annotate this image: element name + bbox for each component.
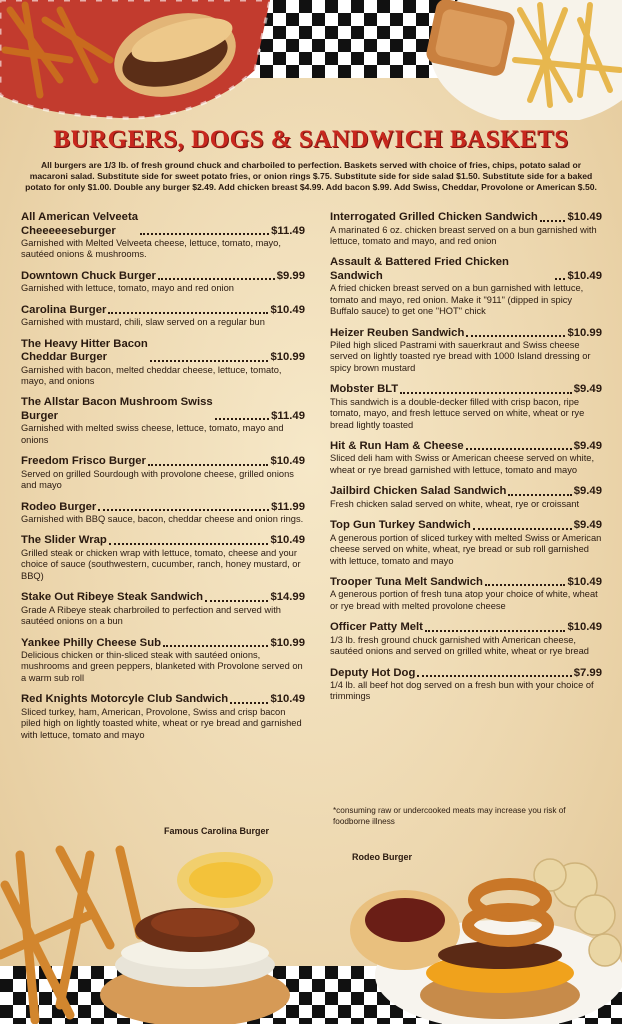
menu-item-price: $9.49	[573, 519, 602, 532]
leader-dots	[400, 392, 572, 394]
menu-item-price: $9.99	[276, 269, 305, 282]
menu-item-name: Freedom Frisco Burger	[21, 455, 146, 468]
menu-item	[21, 455, 305, 491]
menu-item	[21, 396, 305, 446]
leader-dots	[150, 360, 269, 362]
leader-dots	[425, 630, 566, 632]
leader-dots	[163, 645, 268, 647]
leader-dots	[215, 418, 269, 420]
bottom-left-photo	[0, 845, 300, 1024]
menu-item-name: The Slider Wrap	[21, 534, 107, 547]
menu-item-name: Officer Patty Melt	[330, 621, 423, 634]
menu-item	[21, 270, 305, 295]
menu-item-price: $11.49	[271, 409, 305, 422]
menu-item-description: Grade A Ribeye steak charbroiled to perfection and served with sautéed onions on a bun	[21, 604, 281, 627]
menu-item-description: 1/3 lb. fresh ground chuck garnished with American cheese, sautéed onions and served on grilled white, wheat or rye bread	[330, 634, 589, 657]
leader-dots	[230, 702, 268, 704]
menu-item	[21, 304, 305, 329]
leader-dots	[108, 312, 268, 314]
menu-item-price: $11.99	[271, 500, 305, 513]
menu-item-description: Garnished with melted swiss cheese, lettuce, tomato, mayo and onions	[21, 423, 284, 445]
leader-dots	[473, 528, 572, 530]
menu-item	[21, 591, 305, 627]
menu-item-price: $10.99	[270, 636, 305, 649]
leader-dots	[148, 464, 269, 466]
menu-item-description: Garnished with lettuce, tomato, mayo and red onion	[21, 283, 234, 294]
menu-item	[21, 637, 305, 685]
menu-item-price: $10.49	[270, 455, 305, 468]
menu-item-description: Garnished with mustard, chili, slaw served on a regular bun	[21, 317, 265, 328]
menu-item-price: $10.49	[567, 621, 602, 634]
menu-item-price: $10.49	[567, 211, 602, 223]
leader-dots	[466, 448, 572, 450]
menu-item-name: All American Velveeta Cheeeeeseburger	[21, 211, 139, 237]
menu-item	[330, 256, 602, 317]
menu-item	[330, 327, 602, 375]
menu-item-name: Hit & Run Ham & Cheese	[330, 439, 464, 452]
menu-item-description: A generous portion of sliced turkey with melted Swiss or American cheese served on white, wheat, rye bread or sub roll garnished with lettuce, tomato and mayo	[330, 532, 602, 566]
menu-item-price: $10.99	[567, 326, 602, 339]
leader-dots	[540, 220, 566, 222]
menu-item-name: Deputy Hot Dog	[330, 666, 416, 679]
left-menu-column	[21, 211, 305, 750]
menu-item-description: A generous portion of fresh tuna atop your choice of white, wheat or rye bread with melted provolone cheese	[330, 589, 598, 611]
leader-dots	[98, 509, 269, 511]
menu-item	[21, 211, 305, 261]
top-left-photo	[0, 0, 280, 125]
food-safety-note: *consuming raw or undercooked meats may increase you risk of foodborne illness	[333, 806, 566, 826]
menu-item-description: Garnished with BBQ sauce, bacon, cheddar cheese and onion rings.	[21, 514, 304, 525]
menu-item-description: Garnished with bacon, melted cheddar cheese, lettuce, tomato, mayo, and onions	[21, 364, 282, 387]
menu-item	[330, 667, 602, 703]
leader-dots	[508, 494, 571, 496]
leader-dots	[158, 278, 275, 280]
leader-dots	[109, 543, 269, 545]
menu-item-name: Jailbird Chicken Salad Sandwich	[330, 485, 507, 498]
leader-dots	[140, 233, 269, 235]
menu-item-name: Trooper Tuna Melt Sandwich	[330, 575, 483, 588]
menu-item-name: Assault & Battered Fried Chicken Sandwich	[330, 256, 509, 282]
menu-item	[330, 621, 602, 657]
menu-item	[330, 576, 602, 612]
menu-item-name: Yankee Philly Cheese Sub	[21, 636, 162, 649]
menu-intro: All burgers are 1/3 lb. of fresh ground chuck and charboiled to perfection. Baskets served with choice of fries, chips, potato salad or macaroni salad. Substitute side for sweet potato fries, or onion rings $.75. Substitute side for side salad $1.50. Substitute side for a baked potato for only $1.00. Double any burger $2.49. Add chicken breast $4.99. Add bacon $.99. Add Swiss, Cheddar, Provolone or American $.50.	[25, 160, 597, 193]
menu-item	[330, 519, 602, 567]
menu-item-price: $10.49	[270, 303, 305, 316]
leader-dots	[466, 335, 565, 337]
menu-item	[330, 211, 602, 247]
menu-item-price: $14.99	[270, 591, 305, 604]
menu-item-price: $10.49	[270, 693, 305, 706]
menu-item-name: Stake Out Ribeye Steak Sandwich	[21, 591, 204, 604]
menu-item-name: The Allstar Bacon Mushroom Swiss Burger	[21, 396, 213, 422]
menu-item-price: $7.99	[573, 666, 602, 679]
menu-item-description: Sliced deli ham with Swiss or American cheese served on white, wheat or rye bread garnished with lettuce, tomato and mayo	[330, 453, 595, 475]
menu-item-price: $9.49	[573, 439, 602, 452]
right-menu-column	[330, 211, 602, 712]
menu-item-name: Top Gun Turkey Sandwich	[330, 519, 471, 532]
menu-item-name: Carolina Burger	[21, 303, 107, 316]
leader-dots	[417, 675, 571, 677]
menu-item-price: $9.49	[573, 485, 602, 498]
menu-item	[330, 485, 602, 510]
leader-dots	[205, 600, 268, 602]
menu-item-price: $10.49	[567, 575, 602, 588]
menu-item-price: $11.49	[271, 224, 305, 237]
menu-item-description: Served on grilled Sourdough with provolone cheese, grilled onions and mayo	[21, 468, 294, 491]
menu-item-description: Garnished with Melted Velveeta cheese, lettuce, tomato, mayo, sautéed onions & mushrooms.	[21, 238, 281, 260]
menu-item	[21, 338, 305, 388]
menu-title: BURGERS, DOGS & SANDWICH BASKETS	[53, 126, 569, 153]
top-right-photo	[420, 0, 622, 120]
menu-item-name: Downtown Chuck Burger	[21, 269, 156, 282]
menu-item-description: Piled high sliced Pastrami with sauerkraut and Swiss cheese served on lightly toasted rye bread with 1000 Island dressing or spicy brown mustard	[330, 340, 591, 373]
menu-item-description: Grilled steak or chicken wrap with lettuce, tomato, cheese and your choice of sauce (southwestern, cucumber, ranch, honey mustard, or BBQ)	[21, 547, 301, 581]
leader-dots	[485, 584, 565, 586]
menu-item-description: A fried chicken breast served on a bun garnished with lettuce, tomato and mayo, red onion. Make it "911" (dipped in spicy Buffalo sauce) to get one "HOT" chick	[330, 283, 584, 317]
menu-item	[21, 693, 305, 741]
menu-item	[330, 440, 602, 476]
bottom-right-photo	[350, 855, 622, 1024]
menu-item	[330, 383, 602, 431]
menu-item	[21, 534, 305, 582]
leader-dots	[555, 278, 565, 280]
menu-item-name: Heizer Reuben Sandwich	[330, 326, 465, 339]
menu-item-price: $9.49	[573, 383, 602, 396]
menu-item-description: 1/4 lb. all beef hot dog served on a fresh bun with your choice of trimmings	[330, 680, 594, 702]
caption-rodeo-burger: Rodeo Burger	[352, 852, 413, 862]
menu-item-name: Rodeo Burger	[21, 500, 97, 513]
menu-item-description: A marinated 6 oz. chicken breast served on a bun garnished with lettuce, tomato and mayo, and red onion	[330, 224, 597, 246]
menu-item-name: Mobster BLT	[330, 383, 399, 396]
menu-item-name: Red Knights Motorcyle Club Sandwich	[21, 693, 229, 706]
menu-item-description: Delicious chicken or thin-sliced steak with sautéed onions, mushrooms and green peppers, blanketed with Provolone served on a warm sub roll	[21, 650, 303, 683]
menu-item-price: $10.49	[270, 534, 305, 547]
caption-carolina-burger: Famous Carolina Burger	[164, 826, 270, 836]
menu-item-description: This sandwich is a double-decker filled with crisp bacon, ripe tomato, mayo, and fresh lettuce served on white, wheat or rye bread lightly toasted	[330, 396, 585, 430]
menu-item-description: Fresh chicken salad served on white, wheat, rye or croissant	[330, 498, 580, 509]
menu-item-name: The Heavy Hitter Bacon Cheddar Burger	[21, 337, 148, 364]
menu-item-price: $10.49	[567, 269, 602, 282]
menu-item	[21, 501, 305, 526]
menu-item-description: Sliced turkey, ham, American, Provolone, Swiss and crisp bacon piled high on lightly toasted white, wheat or rye bread and garnished with lettuce, tomato and mayo	[21, 706, 302, 740]
menu-item-name: Interrogated Grilled Chicken Sandwich	[330, 211, 538, 223]
menu-item-price: $10.99	[270, 351, 305, 364]
